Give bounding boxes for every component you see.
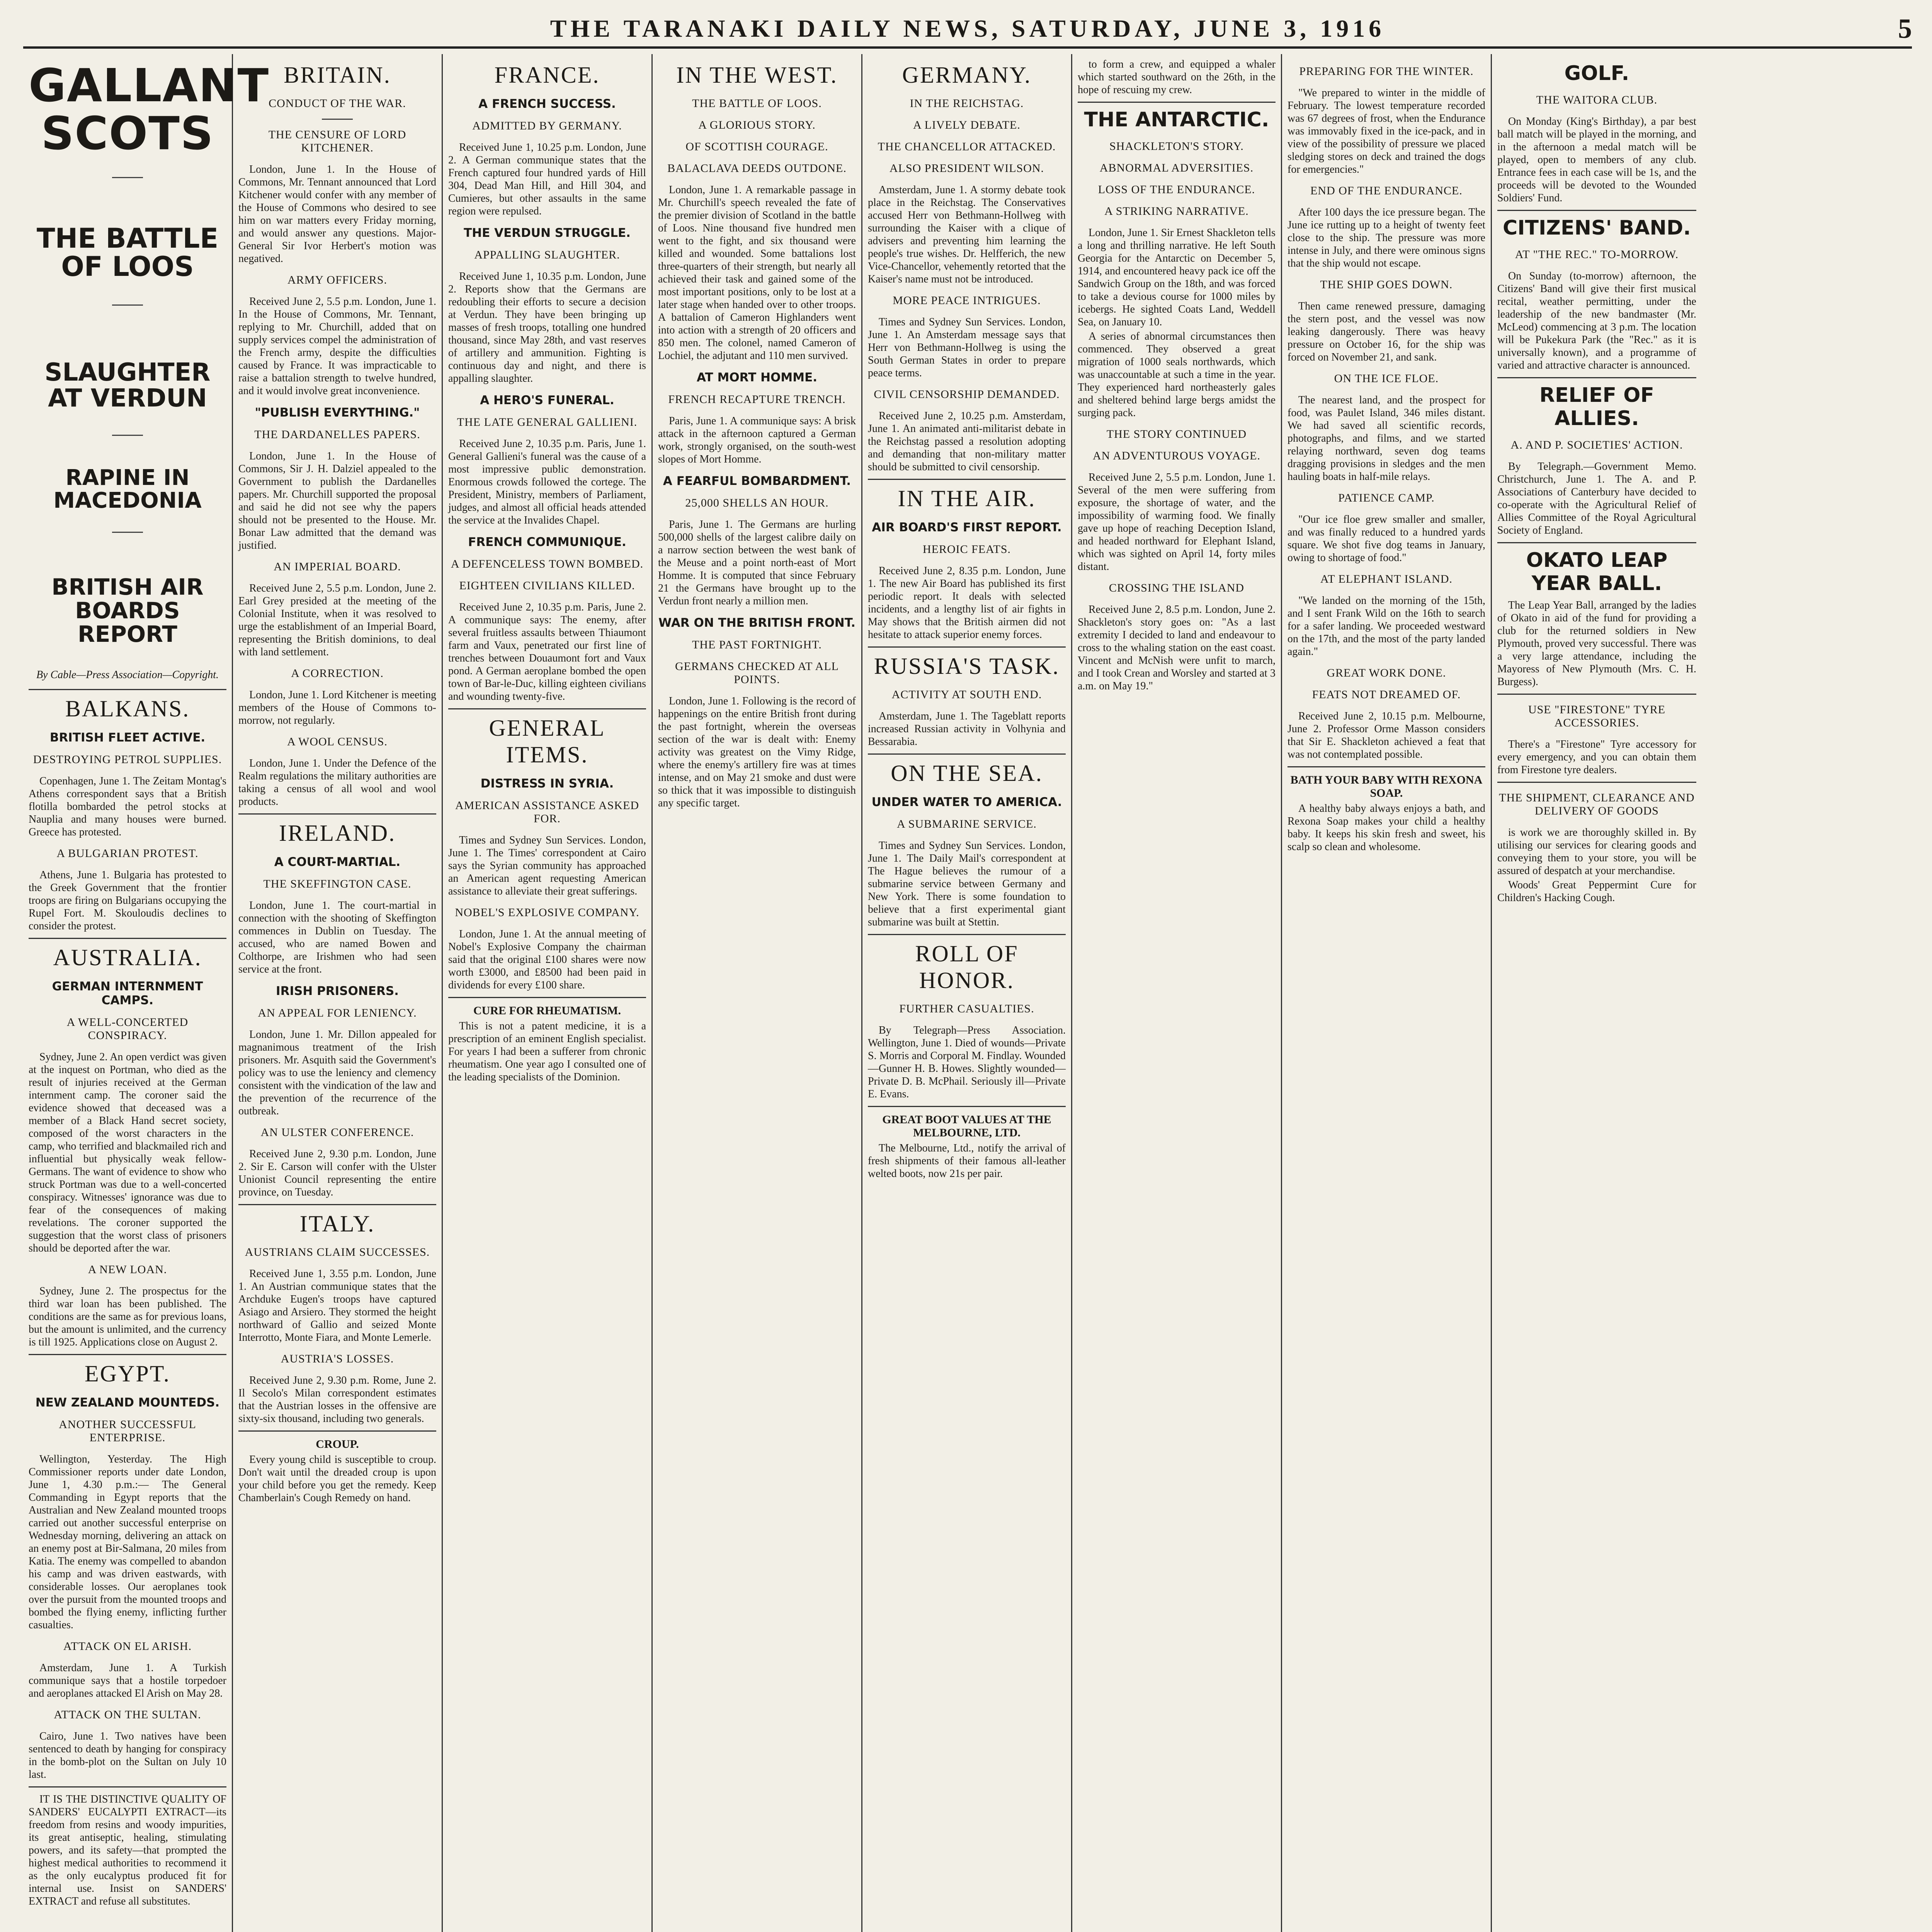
article-text: On Sunday (to-morrow) afternoon, the Citizens' Band will give their first musical recital, weather permitting, under the leadership of the new bandmaster (Mr. McLeod) commencing at 3 p.m. The location will be Pukekura Park (the "Rec." as it is universally known), and a programme of varied and attractive character is announced. <box>1497 270 1696 371</box>
column-2 <box>233 54 443 1932</box>
subhead: NEW ZEALAND MOUNTEDS. <box>35 1396 220 1410</box>
banner-verdun: SLAUGHTER AT VERDUN <box>44 358 211 413</box>
article-text: Cairo, June 1. Two natives have been sentenced to death by hanging for conspiracy in the bomb-plot on the Sultan on July 10 last. <box>29 1730 226 1781</box>
article-text: London, June 1. A remarkable passage in Mr. Churchill's speech revealed the fate of the premier division of Scotland in the battle of Loos. Nine thousand five hundred men went to the fight, and six thousand were killed and wounded. Some battalions lost three-quarters of their strength, but nearly all achieved their task and gained some of the most important positions, only to be lost at a later stage when handed over to other troops. A battalion of Cameron Highlanders went into action with a strength of 20 officers and 850 men. The colonel, named Cameron of Lochiel, the adjutant and 110 men survived. <box>658 184 856 362</box>
subhead: GREAT WORK DONE. <box>1327 667 1446 679</box>
subhead: UNDER WATER TO AMERICA. <box>871 795 1062 809</box>
subhead: IRISH PRISONERS. <box>276 984 399 998</box>
byline: By Cable—Press Association—Copyright. <box>36 669 219 681</box>
subhead: IN THE REICHSTAG. <box>910 97 1024 110</box>
subhead: A SUBMARINE SERVICE. <box>897 818 1037 830</box>
subhead: A FEARFUL BOMBARDMENT. <box>663 474 851 488</box>
banner-battle-of-loos: THE BATTLE OF LOOS <box>36 222 219 283</box>
subhead: PREPARING FOR THE WINTER. <box>1299 65 1474 78</box>
article-text: Received June 2, 9.30 p.m. Rome, June 2. Il Secolo's Milan correspondent estimates that the Austrian losses in the offensive are sixty-six thousand, including two generals. <box>238 1374 436 1425</box>
masthead-title: THE TARANAKI DAILY NEWS, SATURDAY, JUNE 3, 1916 <box>550 15 1385 42</box>
article-text: There's a "Firestone" Tyre accessory for every emergency, and you can obtain them from Firestone tyre dealers. <box>1497 738 1696 776</box>
subhead: CIVIL CENSORSHIP DEMANDED. <box>874 388 1060 401</box>
subhead: ATTACK ON EL ARISH. <box>63 1640 192 1653</box>
masthead <box>23 11 1912 49</box>
article-text: London, June 1. In the House of Commons, Sir J. H. Dalziel appealed to the Government to publish the Dardanelles papers. Mr. Churchill supported the proposal and said he did not see why the papers should not be presented to the House. Mr. Bonar Law admitted that the demand was justified. <box>238 450 436 551</box>
article-text: London, June 1. At the annual meeting of Nobel's Explosive Company the chairman said that the original £100 shares were now worth £3000, and £8500 had been paid in dividends for every £100 share. <box>448 928 646 991</box>
subhead: A HERO'S FUNERAL. <box>480 393 614 407</box>
article-text: "We landed on the morning of the 15th, and I sent Frank Wild on the 16th to search for a safer landing. We proceeded westward on the 17th, and the most of the party landed again." <box>1287 595 1485 658</box>
subhead: 25,000 SHELLS AN HOUR. <box>685 497 829 509</box>
subhead: BALACLAVA DEEDS OUTDONE. <box>667 162 847 175</box>
subhead: AN ADVENTUROUS VOYAGE. <box>1093 449 1260 462</box>
subhead: NOBEL'S EXPLOSIVE COMPANY. <box>455 906 639 919</box>
article-text: London, June 1. Lord Kitchener is meeting members of the House of Commons to-morrow, not regularly. <box>238 689 436 726</box>
subhead: THE BATTLE OF LOOS. <box>692 97 822 110</box>
advertisement-text: A healthy baby always enjoys a bath, and Rexona Soap makes your child a healthy baby. It keeps his skin fresh and sweet, his scalp so clean and wholesome. <box>1287 803 1485 853</box>
section-head-ireland: IRELAND. <box>279 820 396 846</box>
subhead: THE PAST FORTNIGHT. <box>692 638 822 651</box>
article-text: Received June 2, 10.35 p.m. Paris, June 1. General Gallieni's funeral was the cause of a most impressive public demonstration. Enormous crowds followed the cortege. The President, Ministry, members of Parliament, judges, and almost all official heads attended the service at the Invalides Chapel. <box>448 438 646 526</box>
article-text: Times and Sydney Sun Services. London, June 1. The Times' correspondent at Cairo says the Syrian community has approached an American agent requesting American assistance to alleviate their great sufferings. <box>448 834 646 897</box>
article-text: By Telegraph—Press Association. Wellington, June 1. Died of wounds—Private S. Morris and Corporal M. Findlay. Wounded—Gunner H. B. Howes. Slightly wounded—Private D. B. McPhail. Seriously ill—Private E. Evans. <box>868 1024 1066 1100</box>
columns <box>23 54 1912 1932</box>
page-number: 5 <box>1898 13 1912 44</box>
section-head-germany: GERMANY. <box>902 62 1032 88</box>
advertisement-title: CROUP. <box>316 1438 359 1451</box>
article-text: Amsterdam, June 1. A Turkish communique says that a hostile torpedoer and aeroplanes attacked El Arish on May 28. <box>29 1662 226 1700</box>
article-text: The Leap Year Ball, arranged by the ladies of Okato in aid of the fund for providing a club for the returned soldiers in New Plymouth, proved very successful. There was a very large attendance, including the Mayoress of New Plymouth (Mrs. C. H. Burgess). <box>1497 599 1696 688</box>
article-text: London, June 1. The court-martial in connection with the shooting of Skeffington commences in Dublin on Tuesday. The accused, who are named Bowen and Colthorpe, are Irishmen who had seen service at the front. <box>238 900 436 975</box>
article-text: Then came renewed pressure, damaging the stern post, and the vessel was now leaking dangerously. There was heavy pressure on October 16, for the ship was forced on November 21, and sank. <box>1287 300 1485 363</box>
subhead: A WOOL CENSUS. <box>287 735 388 748</box>
article-text: Received June 2, 10.35 p.m. Paris, June 2. A communique says: The enemy, after several fruitless assaults between Thiaumont farm and Vaux, penetrated our first line of trenches between Douaumont fort and Vaux pond. A German aeroplane bombed the open town of Bar-le-Duc, killing eighteen civilians and wounding twenty-five. <box>448 601 646 702</box>
article-text: By Telegraph.—Government Memo. Christchurch, June 1. The A. and P. Associations of Canterbury have decided to co-operate with the Agricultural Relief of Allies Committee of the Royal Agricultural Society of England. <box>1497 461 1696 536</box>
advertisement-text: Woods' Great Peppermint Cure for Children's Hacking Cough. <box>1497 879 1696 904</box>
subhead: DISTRESS IN SYRIA. <box>480 777 614 791</box>
article-text: is work we are thoroughly skilled in. By utilising our services for clearing goods and conveying them to your store, you will be assured of despatch at your merchandise. <box>1497 827 1696 877</box>
subhead: OF SCOTTISH COURAGE. <box>685 140 828 153</box>
column-3 <box>443 54 653 1932</box>
column-5 <box>862 54 1072 1932</box>
advertisement-title: BATH YOUR BABY WITH REXONA SOAP. <box>1290 774 1483 799</box>
article-text: Received June 2, 5.5 p.m. London, June 2. Earl Grey presided at the meeting of the Colonial Institute, when it was resolved to urge the establishment of an Imperial Board, representing the British dominions, to deal with land settlement. <box>238 582 436 658</box>
subhead: A NEW LOAN. <box>88 1263 167 1276</box>
subhead: WAR ON THE BRITISH FRONT. <box>658 616 855 630</box>
subhead: "PUBLISH EVERYTHING." <box>255 406 420 420</box>
section-head-russia: RUSSIA'S TASK. <box>874 653 1060 679</box>
banner-macedonia: RAPINE IN MACEDONIA <box>53 465 202 513</box>
subhead: BRITISH FLEET ACTIVE. <box>49 731 206 745</box>
subhead: A STRIKING NARRATIVE. <box>1104 205 1249 218</box>
subhead: FURTHER CASUALTIES. <box>899 1002 1034 1015</box>
article-text: After 100 days the ice pressure began. The June ice rutting up to a height of twenty feet close to the ship. The pressure was more intense in July, and there were ominous signs that the ship would not escape. <box>1287 206 1485 269</box>
advertisement-text: The Melbourne, Ltd., notify the arrival of fresh shipments of their famous all-leather welted boots, now 21s per pair. <box>868 1142 1066 1180</box>
subhead: FRENCH COMMUNIQUE. <box>468 535 626 549</box>
article-text: Paris, June 1. A communique says: A brisk attack in the afternoon captured a German work, strongly organised, on the south-west slopes of Mort Homme. <box>658 415 856 465</box>
subhead: GERMANS CHECKED AT ALL POINTS. <box>675 660 839 686</box>
subhead: HEROIC FEATS. <box>922 543 1011 556</box>
subhead: THE SHIP GOES DOWN. <box>1320 278 1453 291</box>
article-text: Times and Sydney Sun Services. London, June 1. An Amsterdam message says that Herr von Bethmann-Hollweg is using the South German States in order to prepare peace terms. <box>868 316 1066 379</box>
subhead: THE SKEFFINGTON CASE. <box>263 878 412 890</box>
banner-gallant-scots: GALLANT SCOTS <box>29 59 270 160</box>
subhead: THE DARDANELLES PAPERS. <box>254 428 420 441</box>
article-text: London, June 1. Mr. Dillon appealed for magnanimous treatment of the Irish prisoners. Mr. Asquith said the Government's policy was to use the leniency and clemency consistent with the vindication of the law and the prevention of the recurrence of the outbreak. <box>238 1029 436 1117</box>
subhead: THE CHANCELLOR ATTACKED. <box>878 140 1056 153</box>
article-text: Sydney, June 2. An open verdict was given at the inquest on Portman, who died as the result of injuries received at the German internment camp. The coroner said the evidence showed that deceased was a member of a Black Hand secret society, composed of the worst characters in the camp, who terrified and blackmailed rich and influential but physically weak fellow-Germans. The want of evidence to show who struck Portman was due to a well-concerted conspiracy. Witnesses' ignorance was due to fear of the consequences of making revelations. The coroner supported the suggestion that the worst class of prisoners should be deported after the war. <box>29 1051 226 1255</box>
subhead: AT MORT HOMME. <box>696 371 818 384</box>
article-text: The nearest land, and the prospect for food, was Paulet Island, 346 miles distant. We had saved all scientific records, photographs, and films, and we started relaying northward, seven dog teams dragging provisions in sledges and the men hauling boats in half-mile relays. <box>1287 394 1485 483</box>
advertisement-text: This is not a patent medicine, it is a prescription of an eminent English specialist. For years I had been a sufferer from chronic rheumatism. One year ago I consulted one of the leading specialists of the Dominion. <box>448 1020 646 1083</box>
section-head-antarctic: THE ANTARCTIC. <box>1084 108 1269 131</box>
column-8 <box>1492 54 1702 1932</box>
subhead: ALSO PRESIDENT WILSON. <box>889 162 1044 175</box>
article-text: Athens, June 1. Bulgaria has protested to the Greek Government that the frontier troops are firing on Bulgarians occupying the Rupel Fort. M. Skouloudis declines to consider the protest. <box>29 869 226 932</box>
subhead: AN APPEAL FOR LENIENCY. <box>258 1007 417 1019</box>
article-text: Received June 1, 10.25 p.m. London, June 2. A German communique states that the French captured four hundred yards of Hill 304, Dead Man Hill, and Hill 304, and Cumieres, but other assaults in the same region were repulsed. <box>448 141 646 217</box>
section-head-in-the-west: IN THE WEST. <box>676 62 838 88</box>
section-head-egypt: EGYPT. <box>85 1361 170 1387</box>
section-head-australia: AUSTRALIA. <box>53 945 202 971</box>
advertisement-text: Every young child is susceptible to croup. Don't wait until the dreaded croup is upon your child before you get the remedy. Keep Chamberlain's Cough Remedy on hand. <box>238 1454 436 1504</box>
article-text: Copenhagen, June 1. The Zeitam Montag's Athens correspondent says that a British flotilla bombarded the petrol stocks at Nauplia and many houses were burned. Greece has protested. <box>29 775 226 838</box>
article-text: Received June 2, 5.5 p.m. London, June 1. Several of the men were suffering from exposure, the shortage of water, and the impossibility of warming food. We finally gave up hope of reaching Deception Island, and headed northward for Elephant Island, which was sighted on April 14, forty miles distant. <box>1078 471 1276 573</box>
advertisement-title: CURE FOR RHEUMATISM. <box>473 1004 621 1017</box>
section-head-relief-of-allies: RELIEF OF ALLIES. <box>1539 384 1654 430</box>
subhead: ACTIVITY AT SOUTH END. <box>891 688 1042 701</box>
subhead: AN IMPERIAL BOARD. <box>274 560 401 573</box>
subhead: A BULGARIAN PROTEST. <box>56 847 199 860</box>
section-head-roll-of-honor: ROLL OF HONOR. <box>915 941 1019 993</box>
subhead: CROSSING THE ISLAND <box>1109 582 1245 594</box>
article-text: Times and Sydney Sun Services. London, June 1. The Daily Mail's correspondent at The Hague believes the rumour of a submarine service between Germany and New York. There is some foundation to believe that a first experimental giant submarine was built at Stettin. <box>868 840 1066 928</box>
article-text: Received June 2, 5.5 p.m. London, June 1. In the House of Commons, Mr. Tennant, replying to Mr. Churchill, added that on supply services compel the administration of the French army, despite the difficulties caused by France. It was impracticable to raise a battalion strength to twelve hundred, and it would involve great inconvenience. <box>238 296 436 397</box>
article-text: to form a crew, and equipped a whaler which started southward on the 26th, in the hope of rescuing my crew. <box>1078 58 1276 96</box>
subhead: A COURT-MARTIAL. <box>274 855 401 869</box>
subhead: ARMY OFFICERS. <box>287 274 387 286</box>
subhead: PATIENCE CAMP. <box>1338 492 1435 504</box>
subhead: AIR BOARD'S FIRST REPORT. <box>872 520 1062 534</box>
subhead: ATTACK ON THE SULTAN. <box>54 1708 201 1721</box>
article-text: London, June 1. Under the Defence of the Realm regulations the military authorities are taking a census of all wool and wool products. <box>238 757 436 808</box>
subhead: AT "THE REC." TO-MORROW. <box>1515 248 1679 261</box>
subhead: AUSTRIANS CLAIM SUCCESSES. <box>245 1246 430 1259</box>
subhead: FRENCH RECAPTURE TRENCH. <box>668 393 846 406</box>
advertisement-text: IT IS THE DISTINCTIVE QUALITY OF SANDERS' EUCALYPTI EXTRACT—its freedom from resins and woody impurities, its great antiseptic, healing, stimulating powers, and its safety—that prompted the highest medical authorities to recommend it as the only eucalyptus produced fit for internal use. Insist on SANDERS' EXTRACT and refuse all substitutes. <box>29 1793 226 1908</box>
article-text: On Monday (King's Birthday), a par best ball match will be played in the morning, and in the afternoon a medal match will be played, open to members of any club. Entrance fees in each case will be 1s, and the proceeds will be devoted to the Wounded Soldiers' Fund. <box>1497 116 1696 204</box>
subhead: A GLORIOUS STORY. <box>698 119 816 131</box>
subhead: SHACKLETON'S STORY. <box>1109 140 1244 153</box>
article-text: Amsterdam, June 1. A stormy debate took place in the Reichstag. The Conservatives accused Herr von Bethmann-Hollweg with surrounding the Kaiser with a clique of advisers and preventing him learning the people's true wishes. Dr. Helfferich, the new Vice-Chancellor, vehemently retorted that the Kaiser's name must not be introduced. <box>868 184 1066 285</box>
article-text: Received June 2, 8.5 p.m. London, June 2. Shackleton's story goes on: "As a last extremity I decided to land and endeavour to cross to the whaling station on the east coast. Vincent and McNish were unfit to march, and I took Crean and Worsley and started at 3 a.m. on May 19." <box>1078 604 1276 692</box>
subhead: GERMAN INTERNMENT CAMPS. <box>52 980 203 1008</box>
column-6 <box>1072 54 1282 1932</box>
section-head-balkans: BALKANS. <box>65 696 190 722</box>
subhead: AN ULSTER CONFERENCE. <box>260 1126 414 1139</box>
article-text: London, June 1. Sir Ernest Shackleton tells a long and thrilling narrative. He left South Georgia for the Antarctic on December 5, 1914, and encountered heavy pack ice off the Sandwich Group on the 18th, and was forced to take a devious course for 1000 miles by icebergs. He sighted Coats Land, Weddell Sea, on January 10. <box>1078 227 1276 328</box>
subhead: APPALLING SLAUGHTER. <box>474 248 620 261</box>
subhead: ON THE ICE FLOE. <box>1334 372 1439 385</box>
subhead: A. AND P. SOCIETIES' ACTION. <box>1510 439 1683 451</box>
article-text: "Our ice floe grew smaller and smaller, and was finally reduced to a hundred yards square. We shot five dog teams in January, owing to shortage of food." <box>1287 514 1485 564</box>
subhead: A DEFENCELESS TOWN BOMBED. <box>451 558 644 570</box>
section-head-britain: BRITAIN. <box>284 62 391 88</box>
article-text: London, June 1. In the House of Commons, Mr. Tennant announced that Lord Kitchener would confer with any member of the House of Commons who desired to see him on war matters every Friday morning, and would answer any questions. Major-General Sir Ivor Herbert's motion was negatived. <box>238 163 436 265</box>
subhead: AMERICAN ASSISTANCE ASKED FOR. <box>455 799 639 825</box>
section-head-golf: GOLF. <box>1564 62 1629 85</box>
subhead: END OF THE ENDURANCE. <box>1310 184 1463 197</box>
subhead: EIGHTEEN CIVILIANS KILLED. <box>459 579 635 592</box>
article-text: "We prepared to winter in the middle of February. The lowest temperature recorded was 67 degrees of frost, when the Endurance was immovably fixed in the ice-pack, and in view of the possibility of pressure we placed sledging stores on deck and trained the dogs for emergencies." <box>1287 87 1485 175</box>
subhead: ANOTHER SUCCESSFUL ENTERPRISE. <box>59 1418 196 1444</box>
column-4 <box>653 54 862 1932</box>
subhead: A WELL-CONCERTED CONSPIRACY. <box>66 1016 189 1042</box>
section-head-citizens-band: CITIZENS' BAND. <box>1503 216 1691 240</box>
article-text: Sydney, June 2. The prospectus for the third war loan has been published. The conditions are the same as for previous loans, but the amount is unlimited, and the currency is till 1925. Applications close on August 2. <box>29 1285 226 1349</box>
subhead: THE LATE GENERAL GALLIENI. <box>457 416 638 429</box>
subhead: DESTROYING PETROL SUPPLIES. <box>33 753 222 766</box>
article-text: Wellington, Yesterday. The High Commissioner reports under date London, June 1, 4.30 p.m.:— The General Commanding in Egypt reports that the Australian and New Zealand mounted troops carried out another successful enterprise on Wednesday morning, delivering an attack on an enemy post at Bir-Salmana, 20 miles from Katia. The enemy was compelled to abandon his camp and was driven eastwards, with considerable losses. Our aeroplanes took over the pursuit from the mounted troops and bombed the flying enemy, inflicting further casualties. <box>29 1453 226 1631</box>
article-text: Received June 2, 10.25 p.m. Amsterdam, June 1. An animated anti-militarist debate in the Reichstag passed a resolution adopting and demanding that non-military matter should be submitted to civil censorship. <box>868 410 1066 473</box>
subhead: MORE PEACE INTRIGUES. <box>893 294 1041 307</box>
section-head-okato-ball: OKATO LEAP YEAR BALL. <box>1526 549 1668 595</box>
subhead: ABNORMAL ADVERSITIES. <box>1099 162 1254 174</box>
subhead: AUSTRIA'S LOSSES. <box>281 1352 394 1365</box>
article-text: Received June 2, 8.35 p.m. London, June 1. The new Air Board has published its first periodic report. It deals with selected incidents, and a lengthy list of air fights in May shows that the British airmen did not hesitate to attack superior enemy forces. <box>868 565 1066 641</box>
subhead: A CORRECTION. <box>291 667 384 680</box>
subhead: THE WAITORA CLUB. <box>1536 94 1658 106</box>
article-text: Amsterdam, June 1. The Tageblatt reports increased Russian activity in Volhynia and Bessarabia. <box>868 710 1066 748</box>
subhead: USE "FIRESTONE" TYRE ACCESSORIES. <box>1528 703 1666 729</box>
article-text: Paris, June 1. The Germans are hurling 500,000 shells of the largest calibre daily on a narrow section between the west bank of the Meuse and a point north-east of Mort Homme. It is computed that since February 21 the Germans have brought up to the Verdun front nearly a million men. <box>658 519 856 607</box>
article-text: Received June 2, 9.30 p.m. London, June 2. Sir E. Carson will confer with the Ulster Unionist Council representing the entire province, on Tuesday. <box>238 1148 436 1198</box>
subhead: A LIVELY DEBATE. <box>913 119 1020 131</box>
subhead: THE CENSURE OF LORD KITCHENER. <box>268 128 406 154</box>
article-text: Received June 2, 10.15 p.m. Melbourne, June 2. Professor Orme Masson considers that Sir E. Shackleton achieved a feat that was not contemplated possible. <box>1287 710 1485 760</box>
column-7 <box>1282 54 1492 1932</box>
advertisement-title: GREAT BOOT VALUES AT THE MELBOURNE, LTD. <box>882 1113 1051 1139</box>
subhead: ADMITTED BY GERMANY. <box>472 119 622 132</box>
article-text: London, June 1. Following is the record of happenings on the entire British front during the past fortnight, wherein the overseas section of the war is dealt with: Enemy activity was greatest on the Vimy Ridge, where the enemy's artillery fire was at times intense, and on May 21 smoke and dust were so thick that it was impossible to distinguish any specific target. <box>658 695 856 809</box>
article-text: Received June 1, 3.55 p.m. London, June 1. An Austrian communique states that the Archduke Eugen's troops have captured Asiago and Arsiero. They stormed the height northward of Gallio and seized Monte Interrotto, Monte Fiara, and Monte Lemerle. <box>238 1268 436 1344</box>
article-text: A series of abnormal circumstances then commenced. They observed a great migration of 1000 seals northwards, which was unaccountable at such a time in the year. They experienced hard northeasterly gales and sheltered behind large bergs amidst the surging pack. <box>1078 330 1276 419</box>
column-1 <box>23 54 270 1932</box>
subhead: LOSS OF THE ENDURANCE. <box>1098 183 1255 196</box>
section-head-general-items: GENERAL ITEMS. <box>489 715 605 767</box>
subhead: CONDUCT OF THE WAR. <box>269 97 406 110</box>
section-head-in-the-air: IN THE AIR. <box>898 486 1036 511</box>
banner-air-boards: BRITISH AIR BOARDS REPORT <box>51 573 204 647</box>
subhead: THE STORY CONTINUED <box>1106 428 1247 440</box>
article-text: Received June 1, 10.35 p.m. London, June 2. Reports show that the Germans are redoubling their efforts to secure a decision at Verdun. They have been bringing up masses of fresh troops, totalling one hundred thousand, since May 28th, and vast reserves of artillery and ammunition. Fighting is continuous day and night, and there is appalling slaughter. <box>448 270 646 384</box>
section-head-france: FRANCE. <box>494 62 600 88</box>
subhead: AT ELEPHANT ISLAND. <box>1320 573 1453 585</box>
subhead: A FRENCH SUCCESS. <box>478 97 616 111</box>
subhead: THE SHIPMENT, CLEARANCE AND DELIVERY OF GOODS <box>1499 791 1695 817</box>
subhead: FEATS NOT DREAMED OF. <box>1312 688 1461 701</box>
subhead: THE VERDUN STRUGGLE. <box>464 226 631 240</box>
section-head-italy: ITALY. <box>299 1211 375 1236</box>
section-head-on-the-sea: ON THE SEA. <box>891 760 1043 786</box>
